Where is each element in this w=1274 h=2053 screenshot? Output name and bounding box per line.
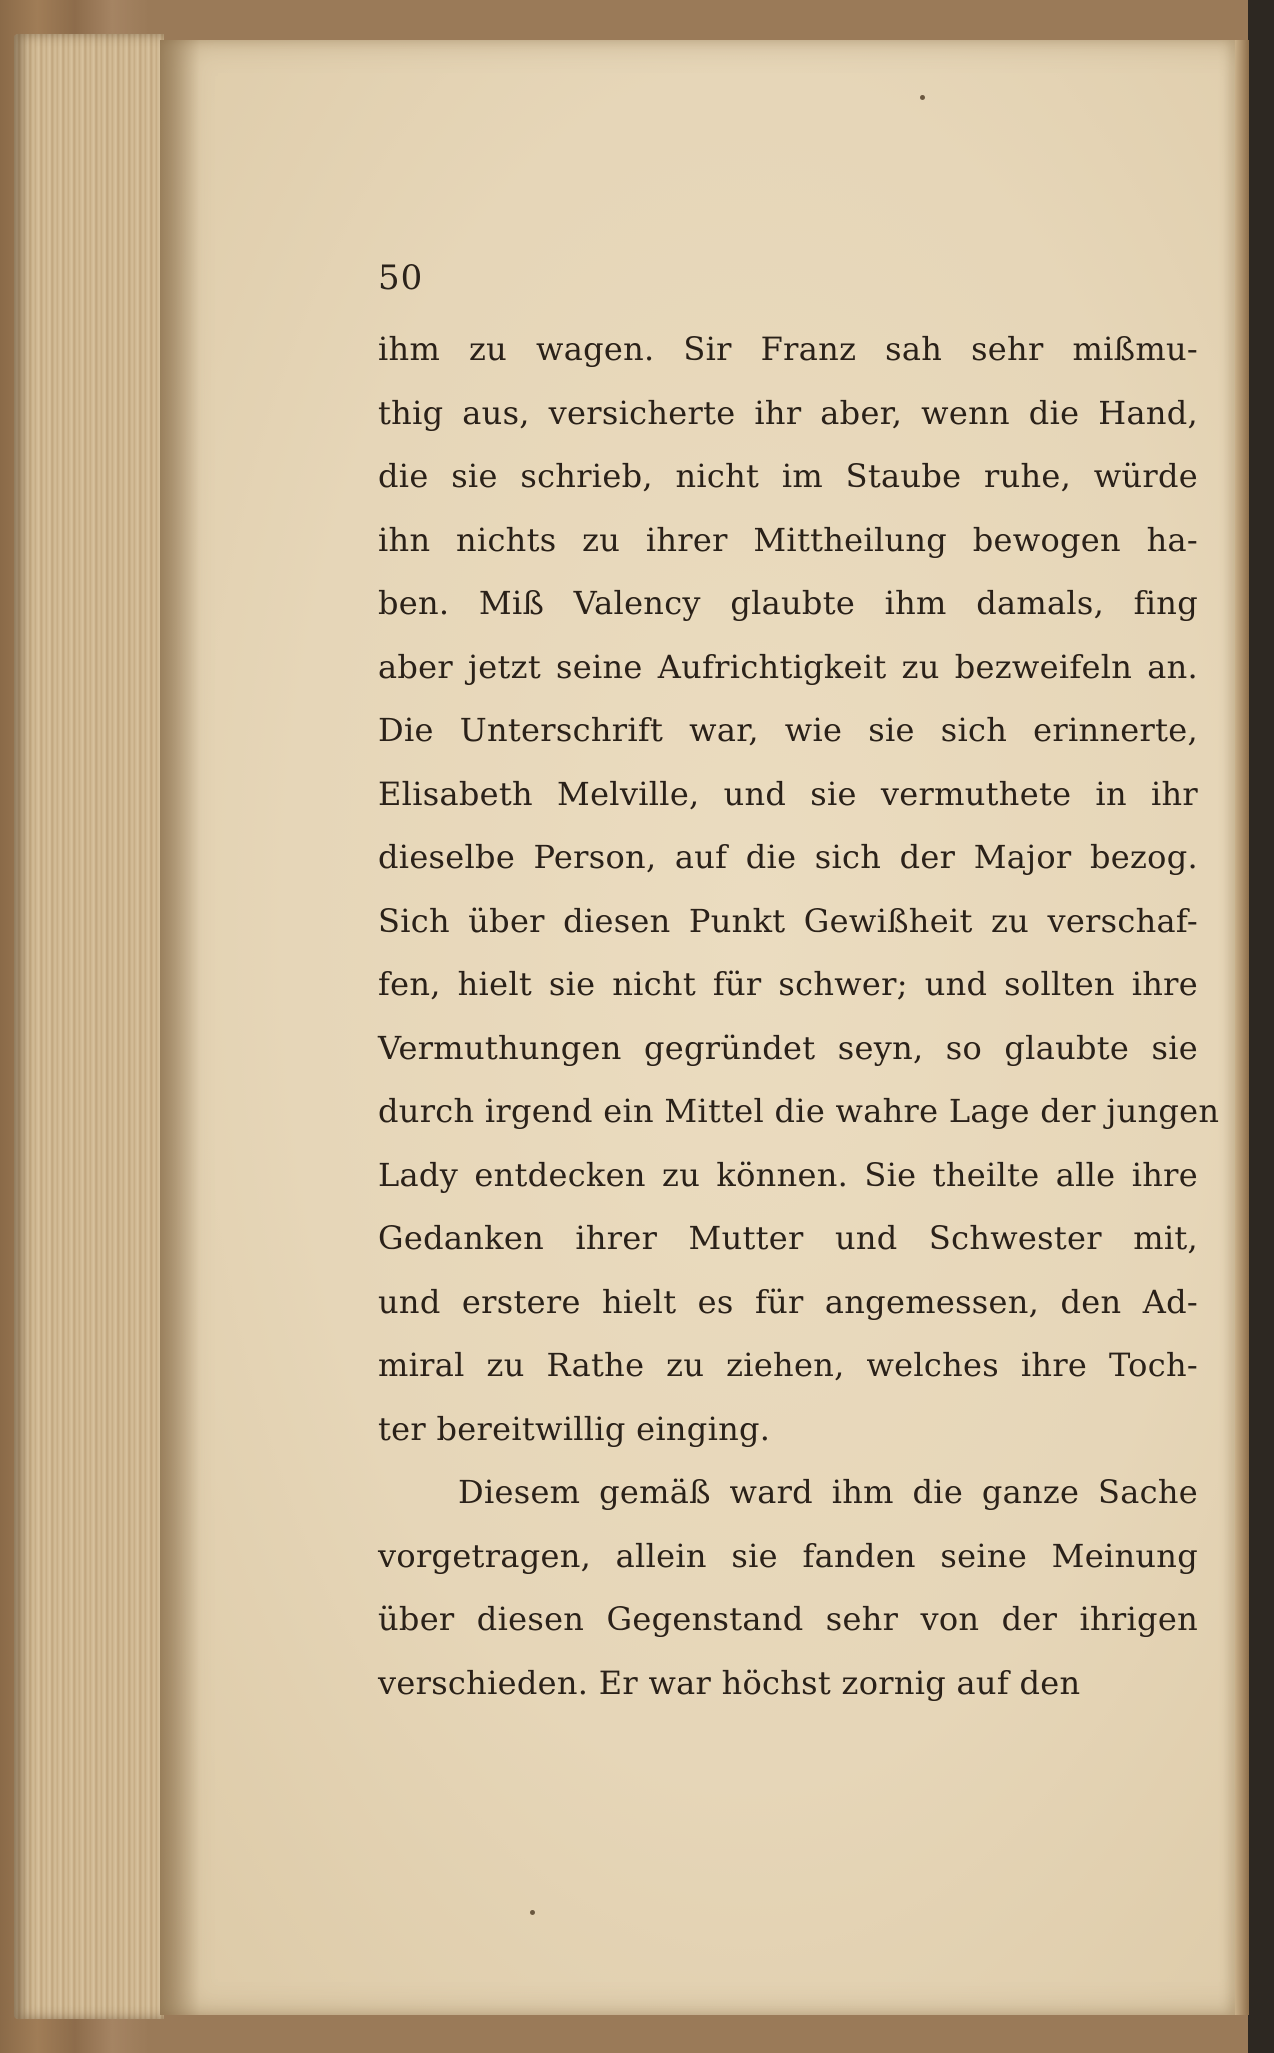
text-line: ihn nichts zu ihrer Mittheilung bewogen ha- bbox=[378, 520, 1198, 559]
text-line: ter bereitwillig einging. bbox=[378, 1409, 771, 1448]
text-line: durch irgend ein Mittel die wahre Lage der jungen bbox=[378, 1092, 1220, 1130]
stacked-page-edges bbox=[14, 34, 164, 2019]
paragraph bbox=[378, 318, 1220, 1461]
page-number: 50 bbox=[378, 258, 424, 298]
text-line: dieselbe Person, auf die sich der Major bezog. bbox=[378, 838, 1198, 876]
text-line: miral zu Rathe zu ziehen, welches ihre Toch- bbox=[378, 1346, 1198, 1384]
text-line: Lady entdecken zu können. Sie theilte alle ihre bbox=[378, 1155, 1198, 1194]
text-line: fen, hielt sie nicht für schwer; und sollten ihre bbox=[378, 965, 1198, 1003]
text-line: Diesem gemäß ward ihm die ganze Sache bbox=[458, 1473, 1198, 1511]
text-line: Sich über diesen Punkt Gewißheit zu verschaf- bbox=[378, 901, 1198, 940]
text-line: verschieden. Er war höchst zornig auf den bbox=[378, 1663, 1081, 1702]
text-line: Vermuthungen gegründet seyn, so glaubte sie bbox=[378, 1028, 1198, 1067]
gutter-shadow bbox=[160, 40, 200, 2015]
text-line: ihm zu wagen. Sir Franz sah sehr mißmu- bbox=[378, 330, 1198, 368]
text-line: Elisabeth Melville, und sie vermuthete in ihr bbox=[378, 774, 1198, 813]
text-line: die sie schrieb, nicht im Staube ruhe, würde bbox=[378, 457, 1198, 495]
ink-speck bbox=[920, 95, 925, 100]
page-right-edge bbox=[1235, 40, 1249, 2015]
ink-speck bbox=[530, 1910, 535, 1915]
text-line: und erstere hielt es für angemessen, den Ad- bbox=[378, 1282, 1198, 1321]
text-line: Gedanken ihrer Mutter und Schwester mit, bbox=[378, 1219, 1198, 1257]
text-line: über diesen Gegenstand sehr von der ihrigen bbox=[378, 1600, 1198, 1638]
text-line: thig aus, versicherte ihr aber, wenn die Hand, bbox=[378, 393, 1198, 432]
text-line: ben. Miß Valency glaubte ihm damals, fing bbox=[378, 584, 1198, 622]
text-line: aber jetzt seine Aufrichtigkeit zu bezweifeln an. bbox=[378, 647, 1198, 686]
text-line: Die Unterschrift war, wie sie sich erinnerte, bbox=[378, 711, 1198, 749]
paragraph bbox=[378, 1461, 1198, 1715]
body-text bbox=[378, 318, 1220, 1715]
text-line: vorgetragen, allein sie fanden seine Meinung bbox=[378, 1536, 1198, 1575]
